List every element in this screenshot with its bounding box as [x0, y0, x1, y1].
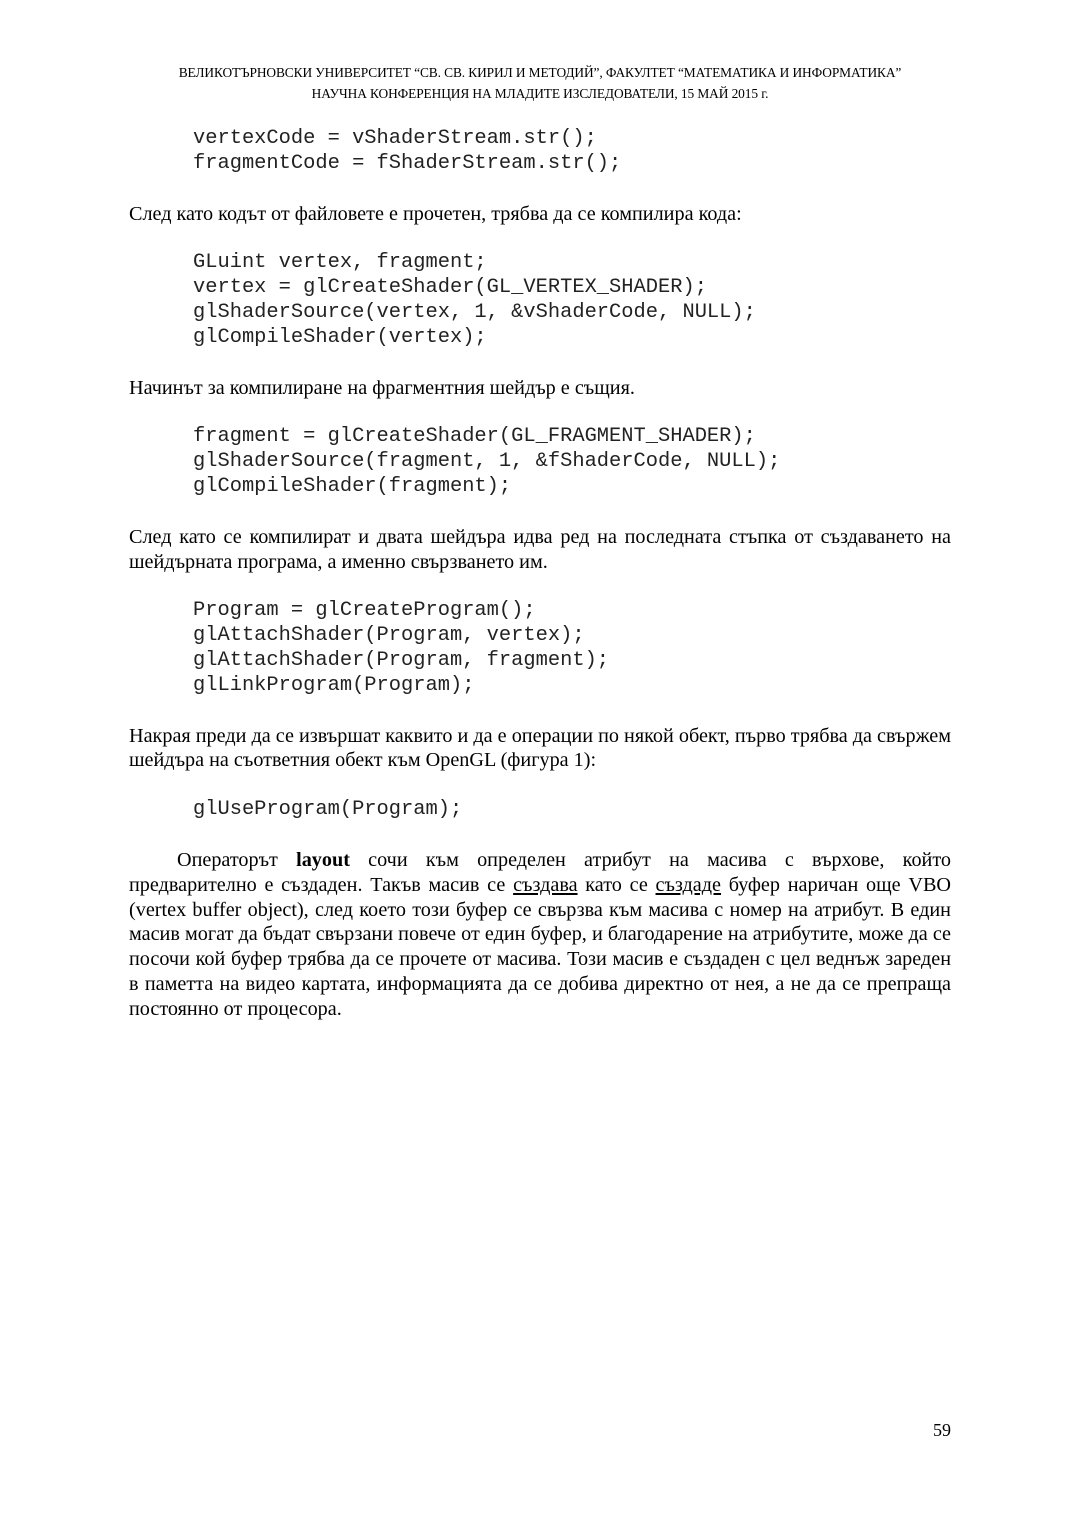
code-line: fragment = glCreateShader(GL_FRAGMENT_SHADER); — [193, 425, 756, 449]
code-block-fragment-shader — [129, 425, 951, 499]
code-line: Program = glCreateProgram(); — [193, 599, 536, 623]
code-line: glUseProgram(Program); — [193, 798, 463, 822]
code-line: glCompileShader(vertex); — [193, 325, 487, 349]
code-line: glShaderSource(fragment, 1, &fShaderCode, NULL); — [193, 450, 781, 474]
layout-text-2: сочи към определен атрибут на масива с върхове, който предварително е създаден. Такъв масив се — [129, 848, 951, 896]
paragraph-layout-operator — [129, 848, 951, 1022]
code-line: glAttachShader(Program, fragment); — [193, 648, 610, 672]
code-line: vertexCode = vShaderStream.str(); — [193, 127, 597, 150]
layout-text-4: буфер наричан още VBO (vertex buffer object), след което този буфер се свързва към масива с номер на атрибут. В един масив могат да бъдат свързани повече от един буфер, и благодарение на атрибутите, може да се посочи кой буфер трябва да се прочете от масива. Този масив е създаден с цел веднъж зареден в паметта на видео картата, информацията да се добива директно от нея, а не да се препраща постоянно от процесора. — [129, 873, 951, 1020]
page-body — [129, 127, 951, 1022]
paragraph-compile-intro: След като кодът от файловете е прочетен, трябва да се компилира кода: — [129, 202, 742, 225]
paragraph-fragment-intro: Начинът за компилиране на фрагментния шейдър е същия. — [129, 376, 635, 399]
code-block-use-program — [129, 798, 951, 823]
code-line: glCompileShader(fragment); — [193, 474, 512, 498]
code-block-read-streams — [129, 127, 951, 177]
code-line: glAttachShader(Program, vertex); — [193, 624, 585, 648]
running-header — [0, 62, 1080, 104]
code-line: glLinkProgram(Program); — [193, 673, 475, 697]
code-block-vertex-shader — [129, 251, 951, 350]
code-block-program-link — [129, 599, 951, 698]
underlined-word-sazdava: създава — [513, 873, 578, 896]
underlined-word-sazdade: създаде — [655, 873, 722, 896]
header-university: ВЕЛИКОТЪРНОВСКИ УНИВЕРСИТЕТ “СВ. СВ. КИРИЛ И МЕТОДИЙ”, ФАКУЛТЕТ “МАТЕМАТИКА И ИНФОРМАТИКА” — [178, 65, 902, 80]
page-number: 59 — [933, 1420, 951, 1440]
code-line: fragmentCode = fShaderStream.str(); — [193, 151, 622, 175]
layout-text-3: като се — [577, 873, 656, 896]
layout-keyword: layout — [296, 848, 350, 871]
layout-text-1: Операторът — [177, 848, 297, 871]
code-line: glShaderSource(vertex, 1, &vShaderCode, NULL); — [193, 300, 756, 324]
code-line: GLuint vertex, fragment; — [193, 251, 487, 275]
header-conference: НАУЧНА КОНФЕРЕНЦИЯ НА МЛАДИТЕ ИЗСЛЕДОВАТЕЛИ, 15 МАЙ 2015 г. — [311, 86, 769, 101]
code-line: vertex = glCreateShader(GL_VERTEX_SHADER); — [193, 276, 707, 300]
paragraph-link-intro: След като се компилират и двата шейдъра идва ред на последната стъпка от създаването на шейдърната програма, а именно свързването им. — [129, 525, 951, 573]
paragraph-use-program-intro: Накрая преди да се извършат каквито и да е операции по някой обект, първо трябва да свържем шейдъра на съответния обект към OpenGL (фигура 1): — [129, 724, 951, 772]
